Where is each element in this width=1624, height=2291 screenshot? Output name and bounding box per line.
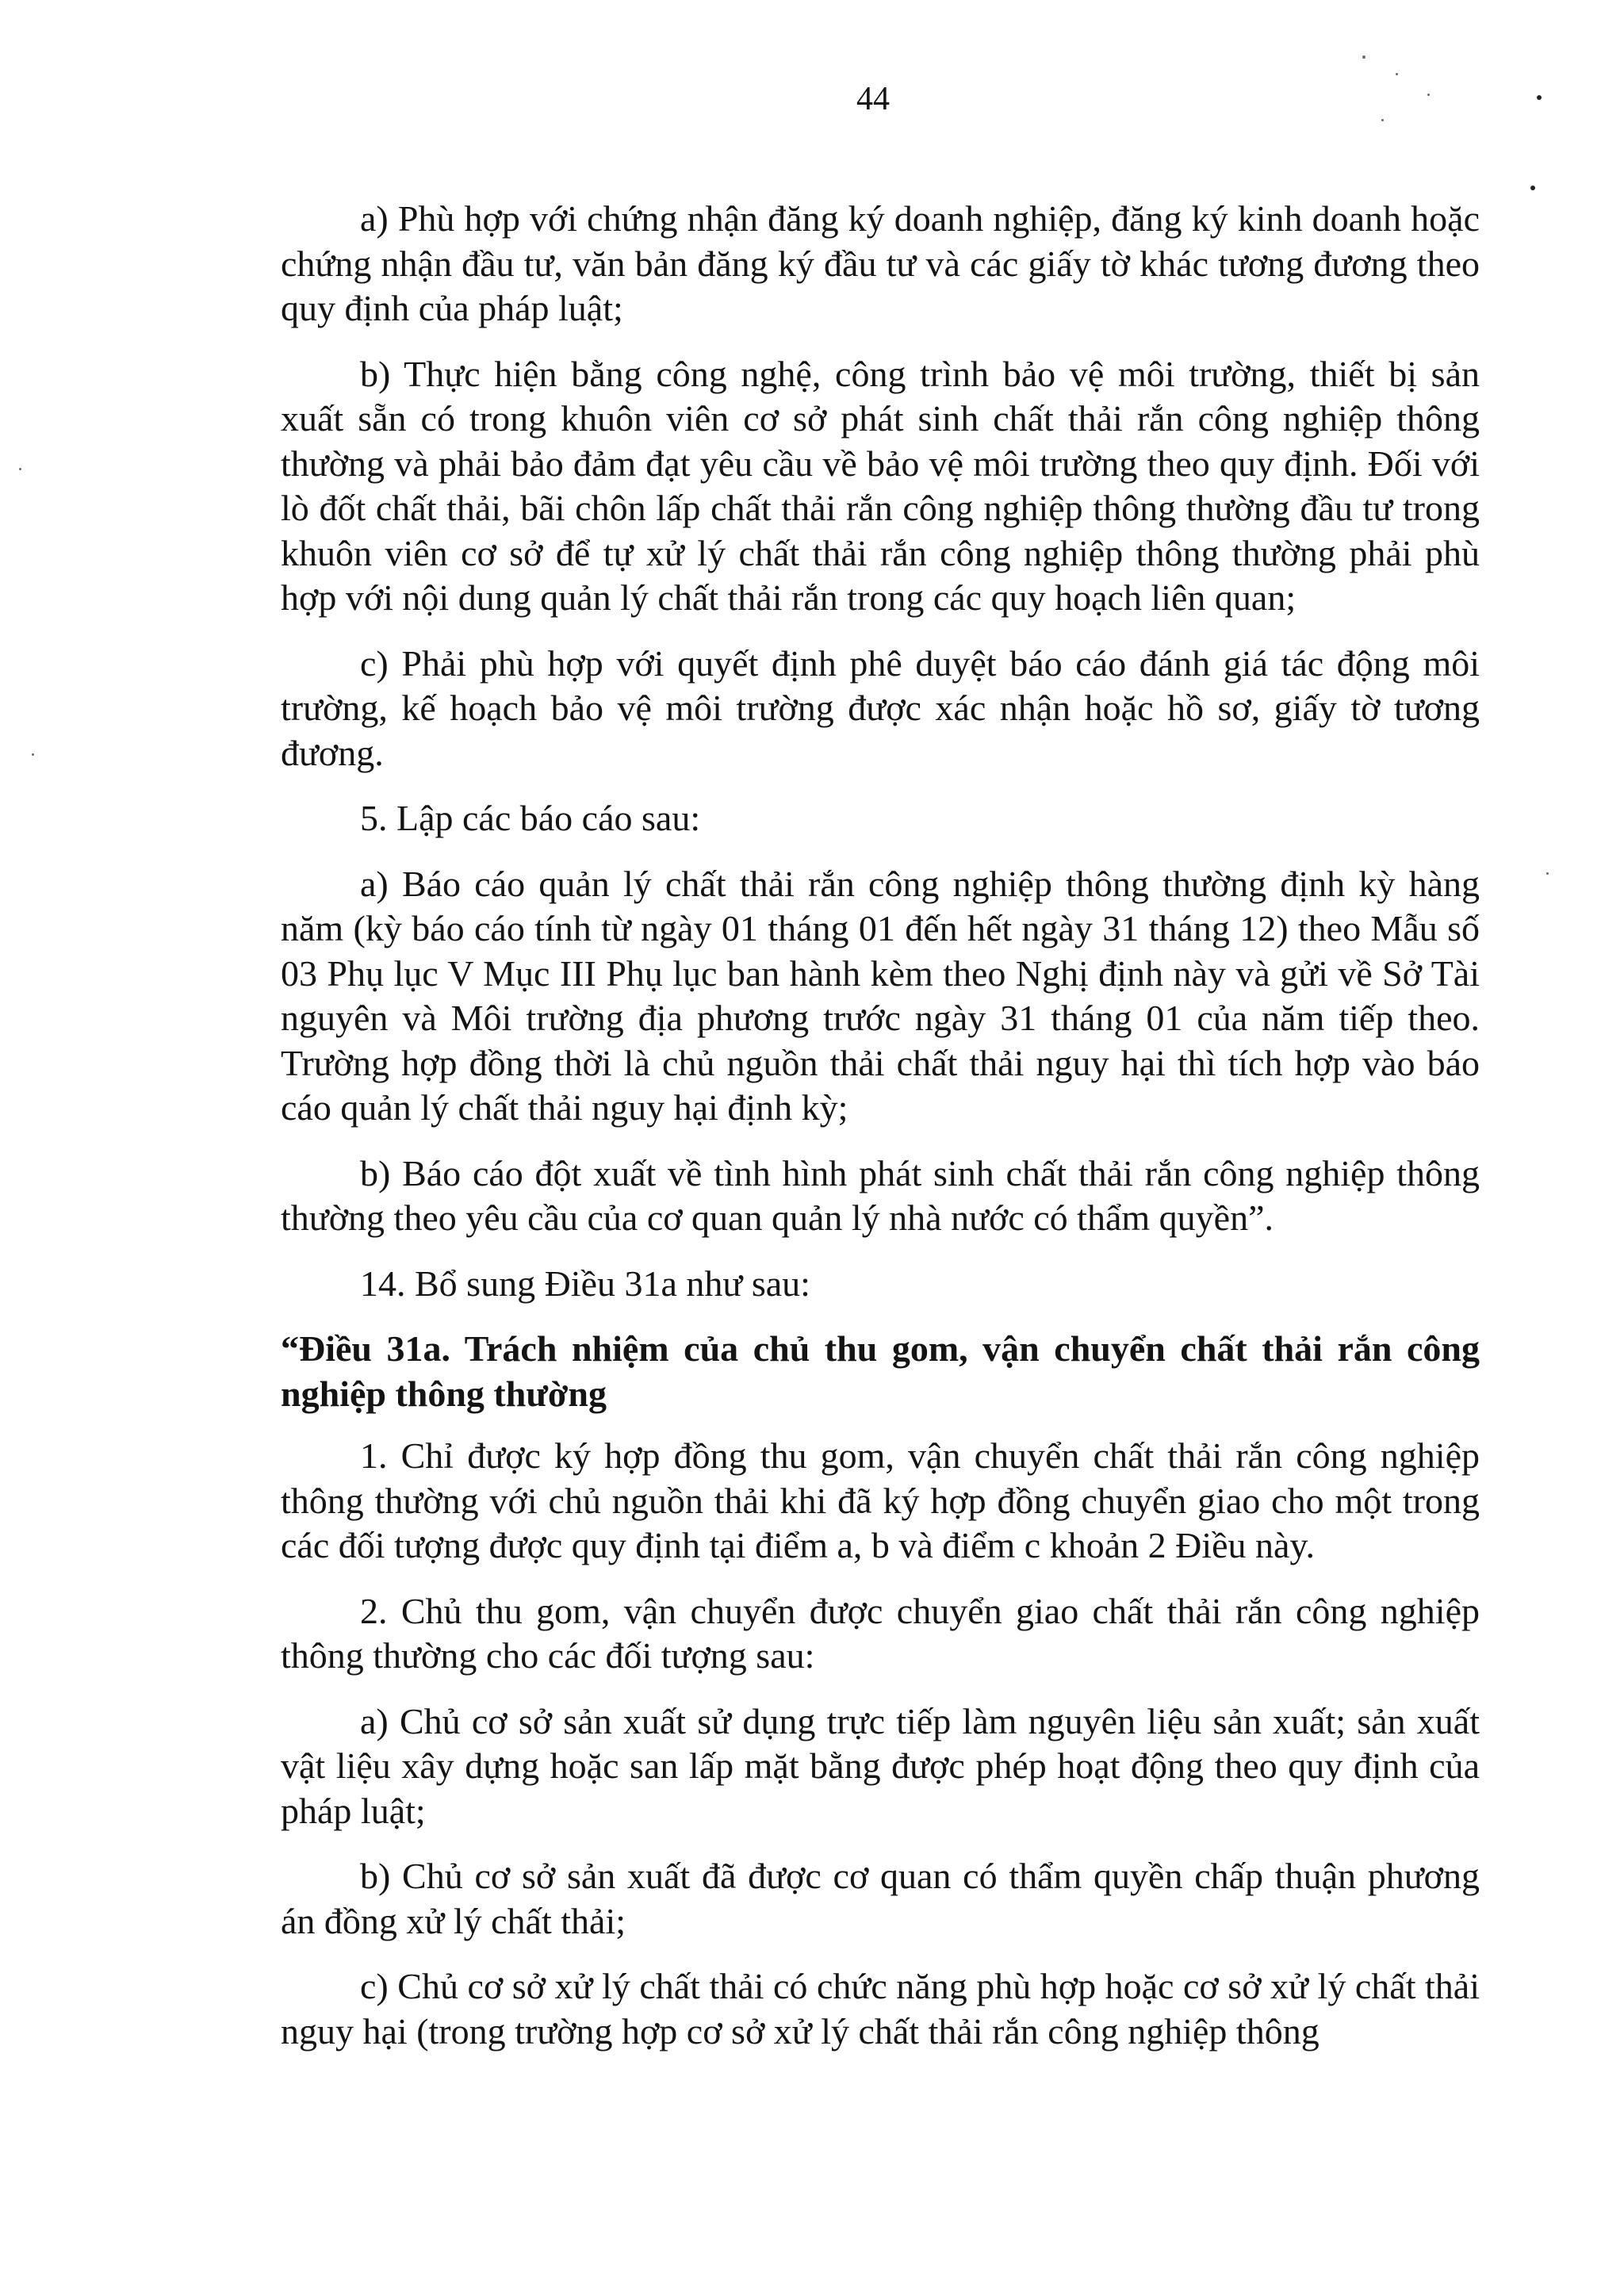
scan-speck <box>1537 95 1542 100</box>
paragraph: 2. Chủ thu gom, vận chuyển được chuyển giao chất thải rắn công nghiệp thông thường cho các đối tượng sau: <box>281 1590 1480 1676</box>
document-body <box>281 197 1480 2075</box>
paragraph: 5. Lập các báo cáo sau: <box>360 798 701 838</box>
scan-speck <box>1362 56 1365 59</box>
scan-speck <box>1546 872 1549 875</box>
paragraph: a) Chủ cơ sở sản xuất sử dụng trực tiếp làm nguyên liệu sản xuất; sản xuất vật liệu xây dựng hoặc san lấp mặt bằng được phép hoạt động theo quy định của pháp luật; <box>281 1700 1480 1831</box>
paragraph: 1. Chỉ được ký hợp đồng thu gom, vận chuyển chất thải rắn công nghiệp thông thường với chủ nguồn thải khi đã ký hợp đồng chuyển giao cho một trong các đối tượng được quy định tại điểm a, b và điểm c khoản 2 Điều này. <box>281 1435 1480 1565</box>
scan-speck <box>1396 73 1398 75</box>
paragraph: b) Báo cáo đột xuất về tình hình phát sinh chất thải rắn công nghiệp thông thường theo yêu cầu của cơ quan quản lý nhà nước có thẩm quyền”. <box>281 1152 1480 1238</box>
page-number: 44 <box>856 81 890 117</box>
scan-speck <box>32 753 34 756</box>
paragraph: 14. Bổ sung Điều 31a như sau: <box>360 1262 810 1304</box>
paragraph: a) Báo cáo quản lý chất thải rắn công nghiệp thông thường định kỳ hàng năm (kỳ báo cáo tính từ ngày 01 tháng 01 đến hết ngày 31 tháng 12) theo Mẫu số 03 Phụ lục V Mục III Phụ lục ban hành kèm theo Nghị định này và gửi về Sở Tài nguyên và Môi trường địa phương trước ngày 31 tháng 01 của năm tiếp theo. Trường hợp đồng thời là chủ nguồn thải chất thải nguy hại thì tích hợp vào báo cáo quản lý chất thải nguy hại định kỳ; <box>281 863 1480 1128</box>
article-heading: “Điều 31a. Trách nhiệm của chủ thu gom, vận chuyển chất thải rắn công nghiệp thông thường <box>281 1328 1480 1414</box>
paragraph: b) Chủ cơ sở sản xuất đã được cơ quan có thẩm quyền chấp thuận phương án đồng xử lý chất thải; <box>281 1856 1480 1941</box>
scan-speck <box>1427 94 1430 96</box>
paragraph: a) Phù hợp với chứng nhận đăng ký doanh nghiệp, đăng ký kinh doanh hoặc chứng nhận đầu tư, văn bản đăng ký đầu tư và các giấy tờ khác tương đương theo quy định của pháp luật; <box>281 198 1480 328</box>
scan-speck <box>19 468 21 470</box>
paragraph: b) Thực hiện bằng công nghệ, công trình bảo vệ môi trường, thiết bị sản xuất sẵn có trong khuôn viên cơ sở phát sinh chất thải rắn công nghiệp thông thường và phải bảo đảm đạt yêu cầu về bảo vệ môi trường theo quy định. Đối với lò đốt chất thải, bãi chôn lấp chất thải rắn công nghiệp thông thường đầu tư trong khuôn viên cơ sở để tự xử lý chất thải rắn công nghiệp thông thường phải phù hợp với nội dung quản lý chất thải rắn trong các quy hoạch liên quan; <box>281 353 1480 618</box>
paragraph: c) Chủ cơ sở xử lý chất thải có chức năng phù hợp hoặc cơ sở xử lý chất thải nguy hại (trong trường hợp cơ sở xử lý chất thải rắn công nghiệp thông <box>281 1966 1480 2052</box>
paragraph: c) Phải phù hợp với quyết định phê duyệt báo cáo đánh giá tác động môi trường, kế hoạch bảo vệ môi trường được xác nhận hoặc hồ sơ, giấy tờ tương đương. <box>281 642 1480 773</box>
scan-speck <box>1381 119 1384 121</box>
scan-speck <box>1530 186 1535 190</box>
